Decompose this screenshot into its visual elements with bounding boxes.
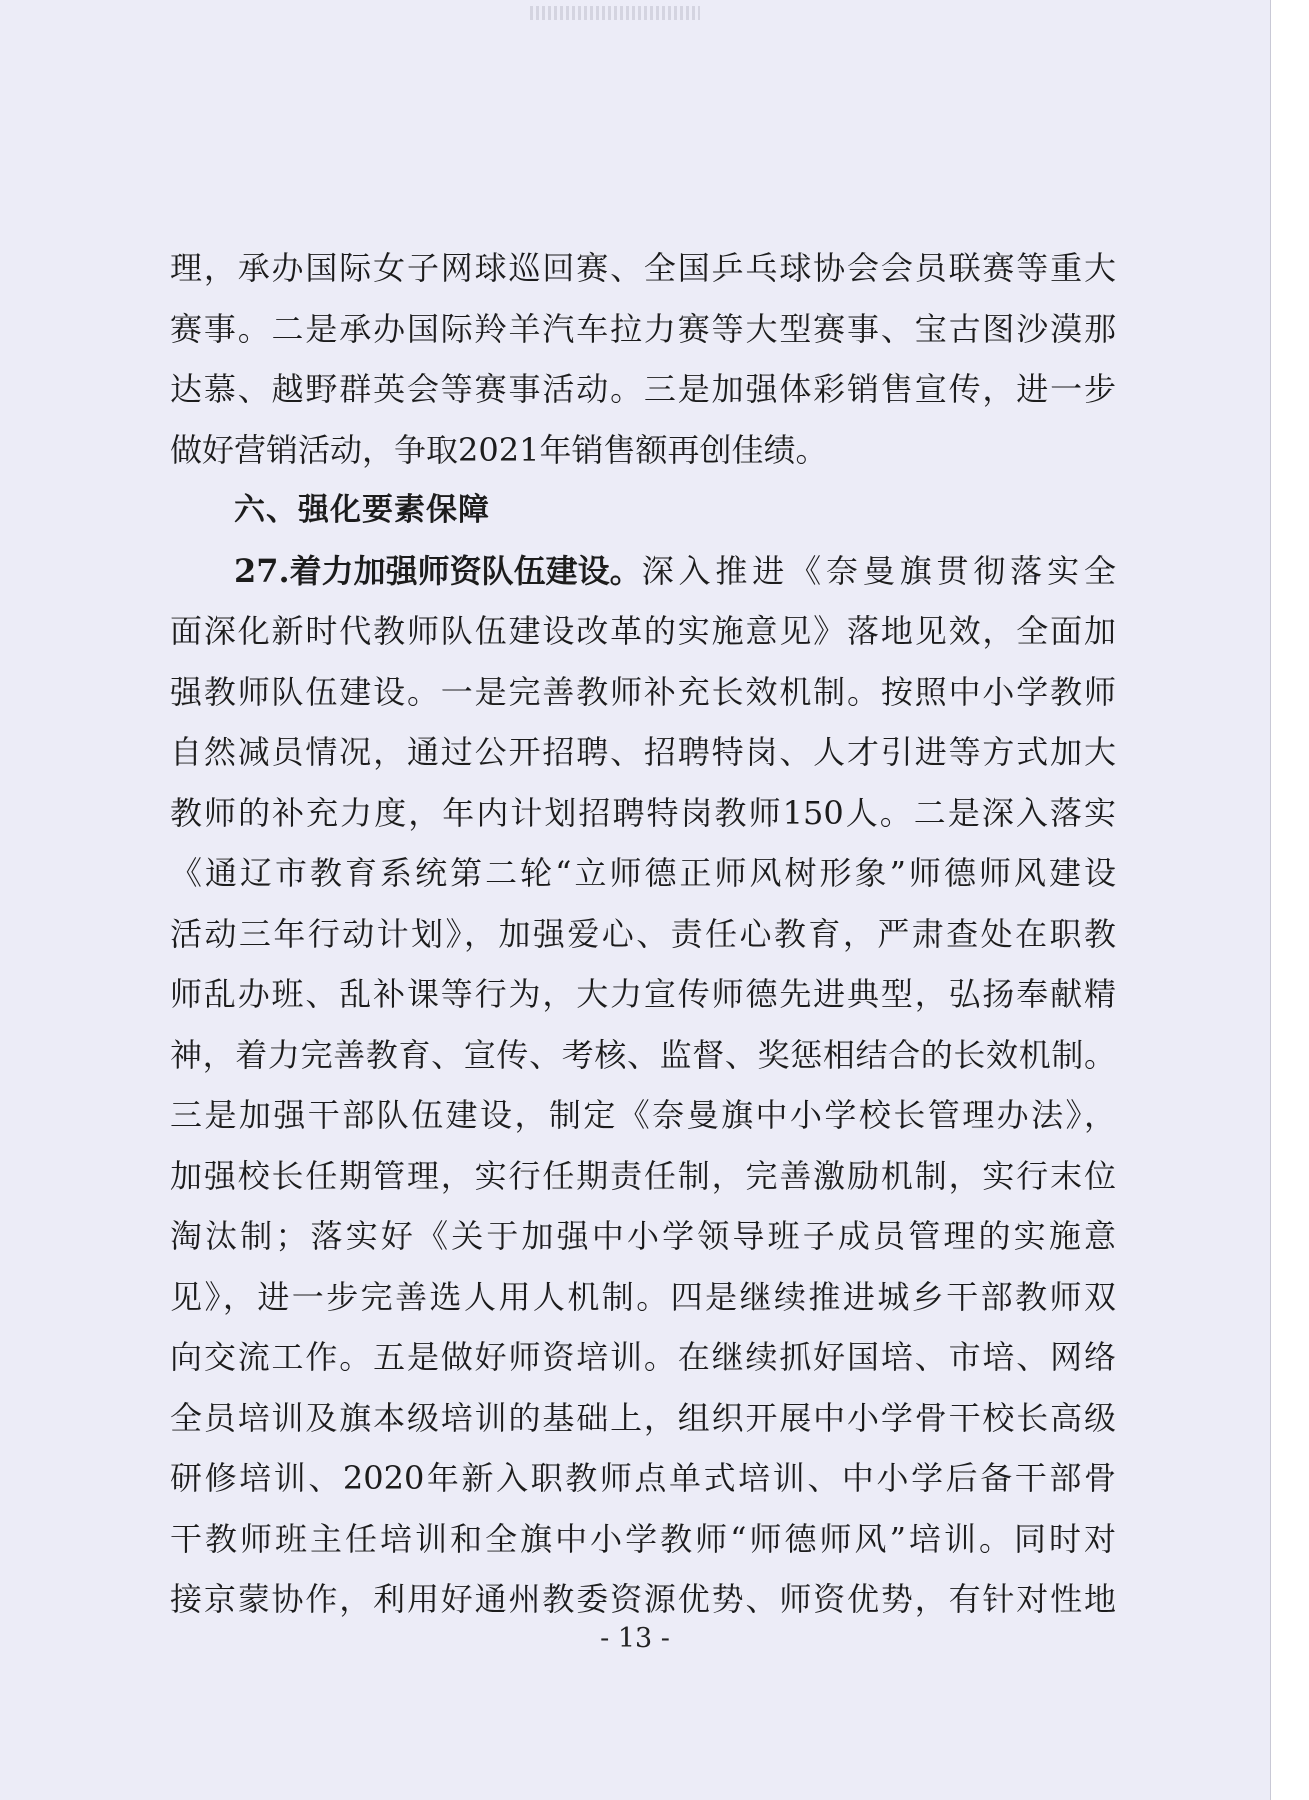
- text-line: 神，着力完善教育、宣传、考核、监督、奖惩相结合的长效机制。: [170, 1035, 1116, 1074]
- text-line: 自然减员情况，通过公开招聘、招聘特岗、人才引进等方式加大: [170, 733, 1116, 771]
- text-line: 接京蒙协作，利用好通州教委资源优势、师资优势，有针对性地: [170, 1580, 1116, 1618]
- text-line: 赛事。二是承办国际羚羊汽车拉力赛等大型赛事、宝古图沙漠那: [170, 309, 1116, 348]
- text-line: 师乱办班、乱补课等行为，大力宣传师德先进典型，弘扬奉献精: [170, 975, 1116, 1013]
- text-line: 深入推进《奈曼旗贯彻落实全: [641, 551, 1116, 590]
- text-line: 淘汰制；落实好《关于加强中小学领导班子成员管理的实施意: [170, 1217, 1116, 1255]
- text-line: 强教师队伍建设。一是完善教师补充长效机制。按照中小学教师: [170, 672, 1116, 711]
- item-title: 27.着力加强师资队伍建设。: [234, 551, 642, 590]
- paragraph-item-27: [170, 541, 1116, 1630]
- text-line: 《通辽市教育系统第二轮“立师德正师风树形象”师德师风建设: [170, 854, 1116, 892]
- text-line: 教师的补充力度，年内计划招聘特岗教师150人。二是深入落实: [170, 793, 1116, 832]
- text-line: 向交流工作。五是做好师资培训。在继续抓好国培、市培、网络: [170, 1338, 1116, 1376]
- item-first-line: [170, 541, 1116, 602]
- text-line: 活动三年行动计划》，加强爱心、责任心教育，严肃查处在职教: [170, 914, 1116, 953]
- scan-artifact: [530, 6, 700, 20]
- text-line: 研修培训、2020年新入职教师点单式培训、中小学后备干部骨: [170, 1459, 1116, 1497]
- scan-margin: [1270, 0, 1309, 1800]
- text-line: 加强校长任期管理，实行任期责任制，完善激励机制，实行末位: [170, 1156, 1116, 1195]
- text-line: 三是加强干部队伍建设，制定《奈曼旗中小学校长管理办法》，: [170, 1096, 1116, 1134]
- text-line: 理，承办国际女子网球巡回赛、全国乒乓球协会会员联赛等重大: [170, 249, 1116, 287]
- page-number: - 13 -: [600, 1623, 670, 1654]
- text-line: 干教师班主任培训和全旗中小学教师“师德师风”培训。同时对: [170, 1519, 1116, 1558]
- paragraph-sports: [170, 238, 1116, 480]
- document-body: [170, 238, 1116, 1630]
- section-heading: 六、强化要素保障: [234, 492, 490, 528]
- text-line: 全员培训及旗本级培训的基础上，组织开展中小学骨干校长高级: [170, 1398, 1116, 1437]
- text-line: 见》，进一步完善选人用人机制。四是继续推进城乡干部教师双: [170, 1277, 1116, 1316]
- text-line: 面深化新时代教师队伍建设改革的实施意见》落地见效，全面加: [170, 612, 1116, 650]
- text-line: 达慕、越野群英会等赛事活动。三是加强体彩销售宣传，进一步: [170, 370, 1116, 408]
- text-line: 做好营销活动，争取2021年销售额再创佳绩。: [170, 430, 828, 469]
